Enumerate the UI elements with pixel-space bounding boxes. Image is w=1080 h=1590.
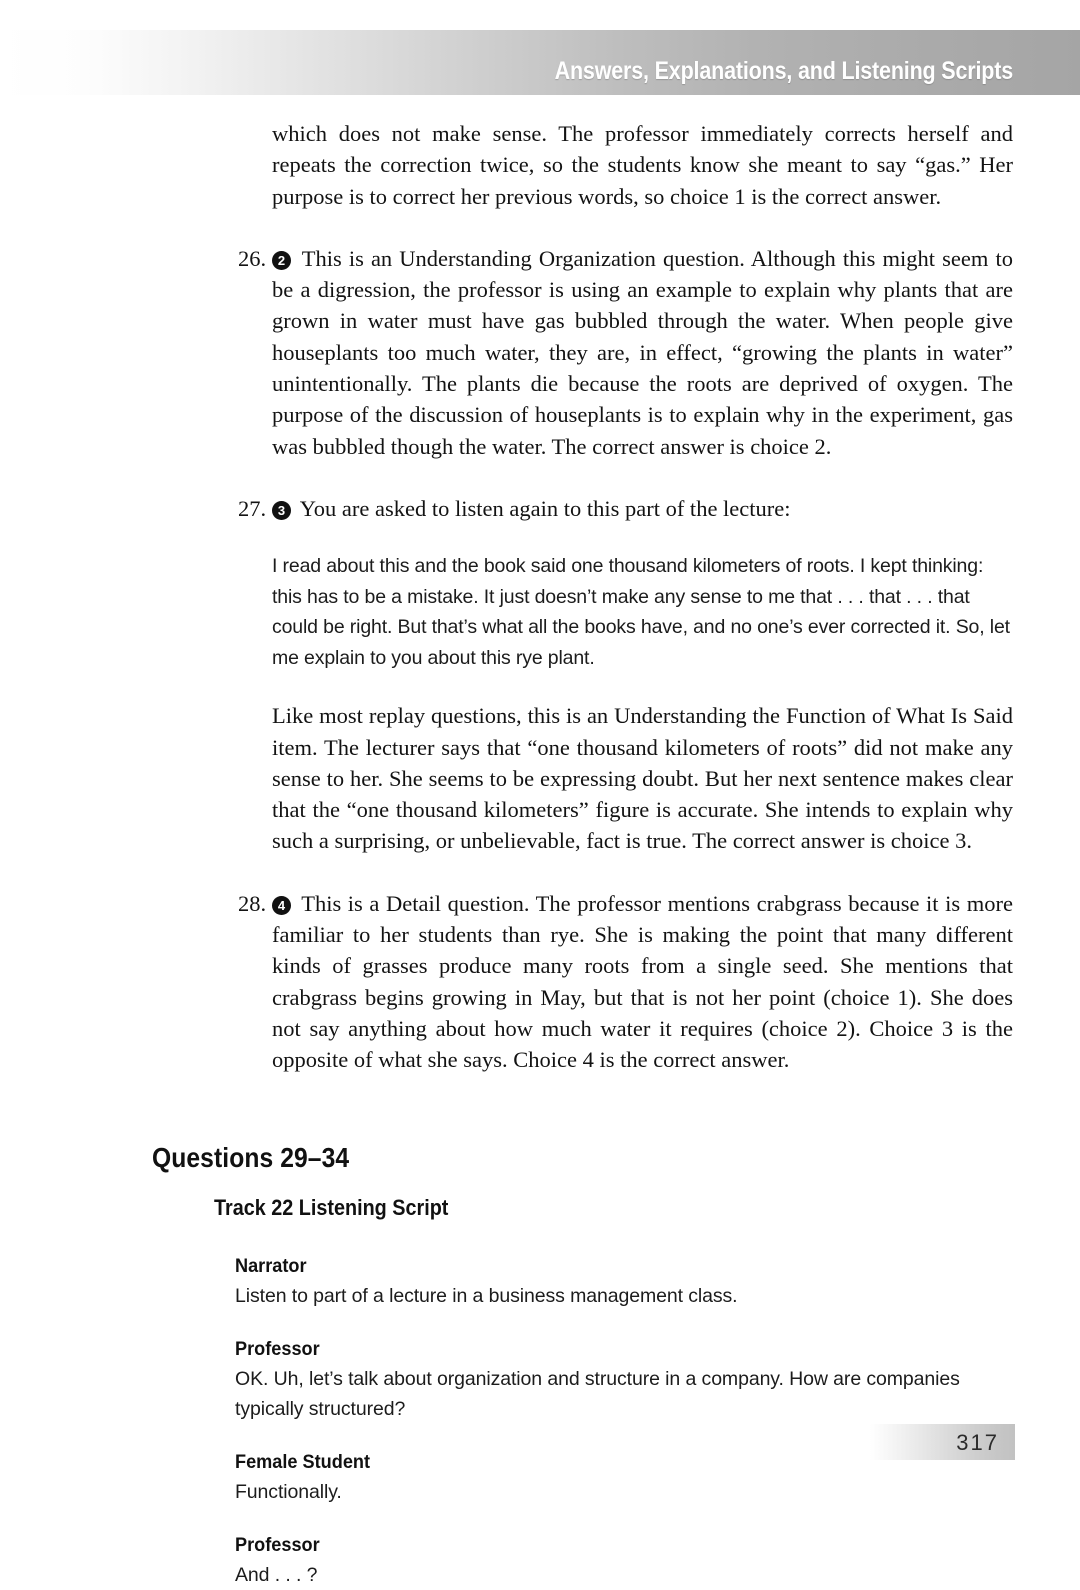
running-header-title: Answers, Explanations, and Listening Scripts xyxy=(554,57,1013,85)
replay-excerpt: I read about this and the book said one thousand kilometers of roots. I kept thinking: this has to be a mistake. It just doesn’t make any sense to me that . . . that . . . that could be right. But that’s what all the books have, and no one’s ever corrected it. So, let me explain to you about this rye plant. xyxy=(272,555,1010,669)
speaker-label: Professor xyxy=(235,1337,320,1360)
answer-number-27: 27. xyxy=(238,495,267,521)
page-number: 317 xyxy=(956,1430,999,1455)
speaker-label: Narrator xyxy=(235,1254,307,1277)
replay-explanation: Like most replay questions, this is an Understanding the Function of What Is Said item. The lecturer says that “one thousand kilometers of roots” did not make any sense to her. She seems to be expressing doubt. But her next sentence makes clear that the “one thousand kilometers” figure is accurate. She intends to explain why such a surprising, or unbelievable, fact is true. The correct answer is choice 3. xyxy=(272,703,1013,854)
speaker-label: Female Student xyxy=(235,1450,371,1473)
answer-body-26 xyxy=(272,243,1013,462)
answer-item-27 xyxy=(238,493,1013,524)
continued-paragraph: which does not make sense. The professor immediately corrects herself and repeats the correction twice, so the students know she meant to say “gas.” Her purpose is to correct her previous words, so choice 1 is the correct answer. xyxy=(272,121,1013,209)
speaker-label: Professor xyxy=(235,1533,320,1556)
answer-text-28: This is a Detail question. The professor mentions crabgrass because it is more familiar to her students than rye. She is making the point that many different kinds of grasses produce many roots from a single seed. She mentions that crabgrass begins growing in May, but that is not her point (choice 1). She does not say anything about how much water it requires (choice 2). Choice 3 is the opposite of what she says. Choice 4 is the correct answer. xyxy=(272,890,1013,1073)
speaker-line: Listen to part of a lecture in a business management class. xyxy=(235,1284,738,1307)
answer-item-26 xyxy=(238,243,1013,462)
speaker-line: And . . . ? xyxy=(235,1563,318,1586)
dialogue-block-narrator xyxy=(235,1253,1013,1311)
circled-choice-icon: 3 xyxy=(272,501,291,520)
answer-text-27: You are asked to listen again to this part of the lecture: xyxy=(295,495,791,521)
answer-body-28 xyxy=(272,888,1013,1076)
footer-page-band xyxy=(870,1424,1015,1460)
circled-choice-icon: 2 xyxy=(272,251,291,270)
dialogue-block-professor-2 xyxy=(235,1532,1013,1590)
answer-text-26: This is an Understanding Organization question. Although this might seem to be a digression, the professor is using an example to explain why plants that are grown in water must have gas bubbled through the water. When people give houseplants too much water, they are, in effect, “growing the plants in water” unintentionally. The plants die because the roots are deprived of oxygen. The purpose of the discussion of houseplants is to explain why in the experiment, gas was bubbled though the water. The correct answer is choice 2. xyxy=(272,245,1013,459)
answer-body-27 xyxy=(272,493,1013,524)
answer-item-28 xyxy=(238,888,1013,1076)
dialogue-block-professor-1 xyxy=(235,1336,1013,1424)
speaker-line: OK. Uh, let’s talk about organization and structure in a company. How are companies typically structured? xyxy=(235,1367,960,1420)
questions-section-heading: Questions 29–34 xyxy=(152,1141,350,1173)
answer-number-28: 28. xyxy=(238,890,267,916)
speaker-line: Functionally. xyxy=(235,1480,342,1503)
answer-number-26: 26. xyxy=(238,245,267,271)
circled-choice-icon: 4 xyxy=(272,896,291,915)
page-content xyxy=(0,118,1080,1590)
track-listening-script-heading: Track 22 Listening Script xyxy=(214,1194,449,1220)
